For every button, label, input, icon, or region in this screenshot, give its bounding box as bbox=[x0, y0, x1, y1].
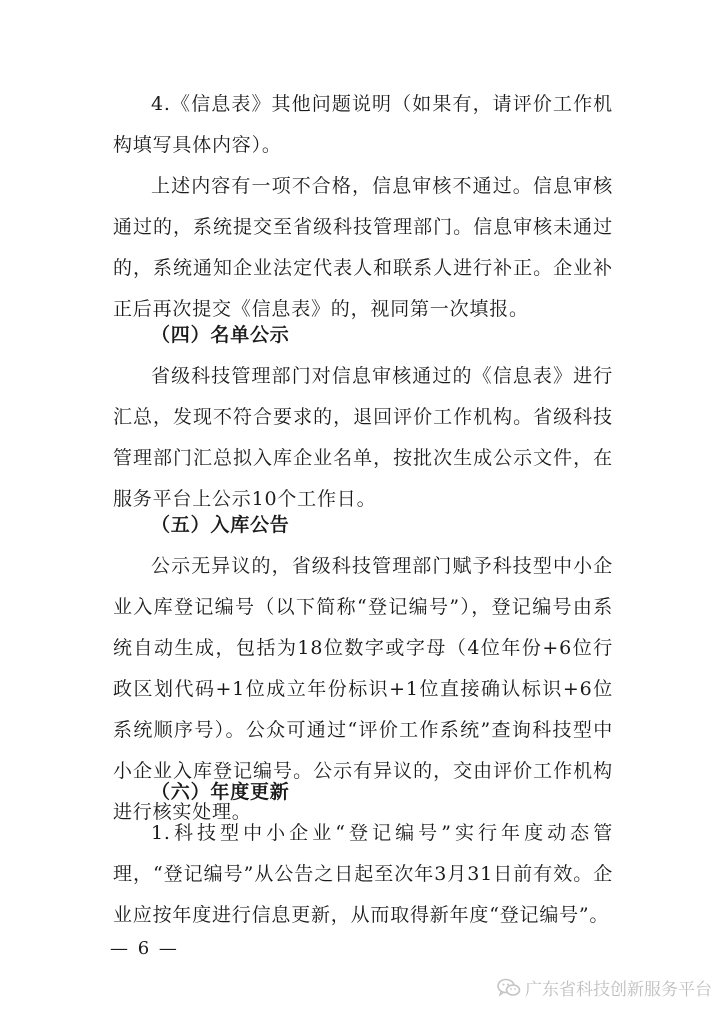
page-number: — 6 — bbox=[110, 938, 179, 959]
heading-registration-announcement: （五）入库公告 bbox=[151, 514, 290, 536]
paragraph-review-result: 上述内容有一项不合格，信息审核不通过。信息审核通过的，系统提交至省级科技管理部门。信息审核未通过的，系统通知企业法定代表人和联系人进行补正。企业补正后再次提交《信息表》的，视同第一次填报。 bbox=[113, 175, 613, 320]
wechat-icon bbox=[497, 978, 521, 998]
wechat-watermark bbox=[497, 975, 712, 1000]
heading-list-publicity: （四）名单公示 bbox=[151, 324, 290, 346]
paragraph-other-issues: 4.《信息表》其他问题说明（如果有，请评价工作机构填写具体内容）。 bbox=[113, 93, 613, 156]
heading-annual-update: （六）年度更新 bbox=[151, 781, 290, 803]
paragraph-registration-number: 公示无异议的，省级科技管理部门赋予科技型中小企业入库登记编号（以下简称“登记编号”），登记编号由系统自动生成，包括为18位数字或字母（4位年份+6位行政区划代码+1位成立年份标识+1位直接确认标识+6位系统顺序号）。公众可通过“评价工作系统”查询科技型中小企业入库登记编号。公示有异议的，交由评价工作机构进行核实处理。 bbox=[113, 555, 613, 823]
watermark-text: 广东省科技创新服务平台 bbox=[525, 980, 712, 1000]
paragraph-annual-management: 1.科技型中小企业“登记编号”实行年度动态管理，“登记编号”从公告之日起至次年3月31日前有效。企业应按年度进行信息更新，从而取得新年度“登记编号”。 bbox=[113, 822, 613, 926]
paragraph-list-publicity: 省级科技管理部门对信息审核通过的《信息表》进行汇总，发现不符合要求的，退回评价工作机构。省级科技管理部门汇总拟入库企业名单，按批次生成公示文件，在服务平台上公示10个工作日。 bbox=[113, 365, 613, 510]
